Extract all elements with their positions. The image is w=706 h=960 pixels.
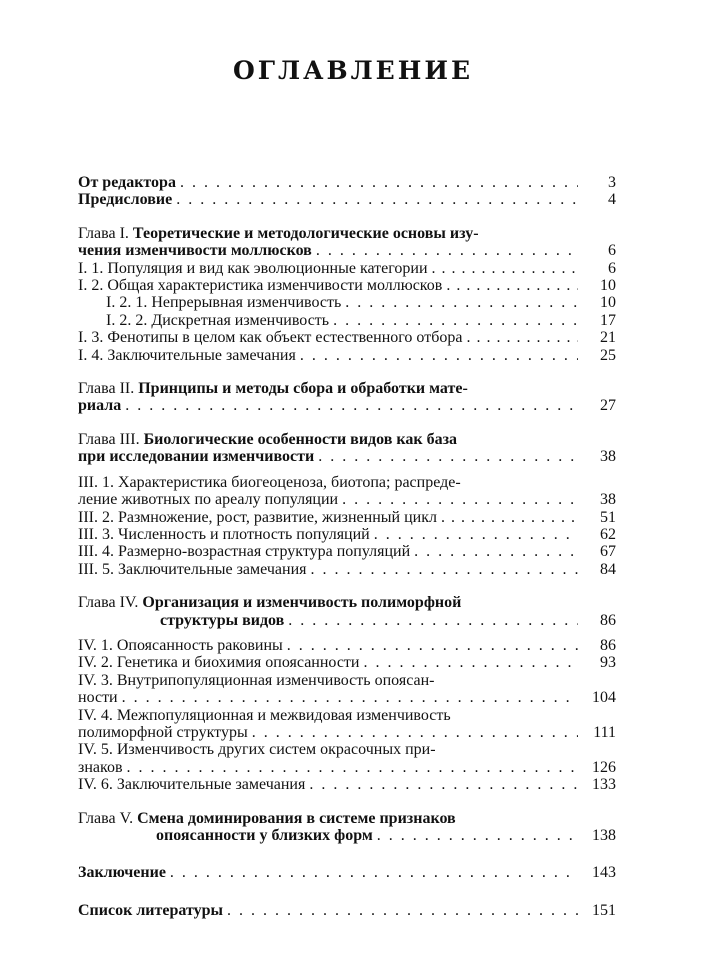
toc-page-number: 143 bbox=[592, 864, 616, 882]
chapter-title: Смена доминирования в системе признаков bbox=[137, 809, 456, 827]
toc-page-number: 133 bbox=[592, 776, 616, 794]
toc-entry-label: IV. 6. Заключительные замечания bbox=[78, 776, 306, 794]
toc-page-number: 10 bbox=[600, 277, 616, 295]
toc-entry-label: Список литературы bbox=[78, 901, 223, 919]
chapter-3-heading[interactable] bbox=[78, 431, 618, 448]
toc-entry-label: знаков bbox=[78, 758, 123, 776]
toc-entry[interactable] bbox=[78, 260, 618, 277]
toc-entry-label: III. 4. Размерно-возрастная структура популяций bbox=[78, 543, 411, 561]
toc-entry[interactable] bbox=[78, 277, 618, 294]
toc-page-number: 86 bbox=[600, 636, 616, 654]
table-of-contents bbox=[78, 174, 618, 919]
toc-page-number: 4 bbox=[608, 191, 616, 209]
leader-dots bbox=[363, 654, 578, 671]
toc-page-number: 3 bbox=[608, 174, 616, 191]
chapter-title: при исследовании изменчивости bbox=[78, 448, 315, 466]
leader-dots bbox=[414, 543, 578, 560]
toc-entry[interactable] bbox=[78, 347, 618, 364]
toc-page-number: 27 bbox=[600, 397, 616, 415]
toc-entry-label: IV. 2. Генетика и биохимия опоясанности bbox=[78, 654, 360, 672]
leader-dots bbox=[466, 329, 578, 346]
toc-page-number: 6 bbox=[608, 259, 616, 277]
leader-dots bbox=[122, 689, 578, 706]
toc-page-number: 38 bbox=[600, 448, 616, 466]
chapter-1-heading-cont[interactable] bbox=[78, 242, 618, 259]
leader-dots bbox=[446, 277, 578, 294]
leader-dots bbox=[127, 759, 579, 776]
toc-entry-label: Заключение bbox=[78, 864, 166, 882]
toc-page-number: 17 bbox=[600, 311, 616, 329]
toc-entry[interactable] bbox=[78, 561, 618, 578]
chapter-prefix: Глава III. bbox=[78, 430, 140, 448]
chapter-title: структуры видов bbox=[160, 611, 285, 629]
page-title: ОГЛАВЛЕНИЕ bbox=[232, 56, 474, 85]
toc-page-number: 126 bbox=[592, 758, 616, 776]
leader-dots bbox=[125, 397, 578, 414]
toc-entry[interactable] bbox=[78, 312, 618, 329]
leader-dots bbox=[180, 174, 578, 191]
chapter-5-heading[interactable] bbox=[78, 810, 618, 827]
toc-entry[interactable] bbox=[78, 724, 618, 741]
toc-entry-label: III. 2. Размножение, рост, развитие, жизненный цикл bbox=[78, 508, 437, 526]
toc-page-number: 10 bbox=[600, 294, 616, 312]
chapter-title: риала bbox=[78, 397, 122, 415]
chapter-prefix: Глава IV. bbox=[78, 594, 139, 612]
toc-entry-label: I. 1. Популяция и вид как эволюционные категории bbox=[78, 259, 428, 277]
toc-page-number: 151 bbox=[592, 901, 616, 919]
chapter-prefix: Глава II. bbox=[78, 380, 135, 398]
leader-dots bbox=[345, 294, 578, 311]
leader-dots bbox=[309, 776, 578, 793]
toc-entry-line1[interactable]: IV. 5. Изменчивость других систем окрасочных при- bbox=[78, 741, 436, 759]
toc-entry-label: III. 5. Заключительные замечания bbox=[78, 560, 307, 578]
toc-entry-line1[interactable]: IV. 3. Внутрипопуляционная изменчивость опоясан- bbox=[78, 671, 435, 689]
leader-dots bbox=[377, 827, 578, 844]
leader-dots bbox=[333, 312, 578, 329]
leader-dots bbox=[300, 347, 578, 364]
toc-entry[interactable] bbox=[78, 294, 618, 311]
toc-page-number: 104 bbox=[592, 689, 616, 707]
toc-entry-label: полиморфной структуры bbox=[78, 723, 248, 741]
toc-entry-label: От редактора bbox=[78, 174, 176, 191]
toc-entry-label: ление животных по ареалу популяции bbox=[78, 491, 339, 509]
toc-page-number: 111 bbox=[593, 723, 616, 741]
leader-dots bbox=[374, 526, 578, 543]
chapter-5-heading-cont[interactable] bbox=[78, 827, 618, 844]
toc-entry[interactable] bbox=[78, 526, 618, 543]
toc-entry-label: I. 2. 1. Непрерывная изменчивость bbox=[106, 294, 342, 312]
leader-dots bbox=[318, 448, 578, 465]
toc-entry-line1[interactable]: III. 1. Характеристика биогеоценоза, биотопа; распреде- bbox=[78, 473, 461, 491]
leader-dots bbox=[316, 242, 578, 259]
toc-page-number: 67 bbox=[600, 543, 616, 561]
chapter-title: опоясанности у близких форм bbox=[156, 827, 373, 844]
toc-entry-label: I. 2. 2. Дискретная изменчивость bbox=[106, 311, 330, 329]
toc-entry[interactable] bbox=[78, 509, 618, 526]
chapter-prefix: Глава V. bbox=[78, 809, 134, 827]
chapter-4-heading[interactable] bbox=[78, 594, 618, 611]
toc-entry-conclusion[interactable] bbox=[78, 864, 618, 881]
chapter-2-heading-cont[interactable] bbox=[78, 397, 618, 414]
toc-page-number: 84 bbox=[600, 560, 616, 578]
toc-entry[interactable] bbox=[78, 329, 618, 346]
leader-dots bbox=[342, 491, 578, 508]
toc-entry-label: ности bbox=[78, 689, 118, 707]
leader-dots bbox=[310, 561, 578, 578]
toc-page-number: 86 bbox=[600, 611, 616, 629]
toc-entry-editor[interactable] bbox=[78, 174, 618, 191]
toc-entry-label: I. 2. Общая характеристика изменчивости моллюсков bbox=[78, 277, 443, 295]
chapter-3-heading-cont[interactable] bbox=[78, 448, 618, 465]
toc-page-number: 62 bbox=[600, 525, 616, 543]
toc-page-number: 21 bbox=[600, 329, 616, 347]
leader-dots bbox=[227, 902, 578, 919]
leader-dots bbox=[288, 612, 578, 629]
toc-entry[interactable] bbox=[78, 776, 618, 793]
toc-entry-label: Предисловие bbox=[78, 191, 173, 209]
chapter-title: Биологические особенности видов как база bbox=[143, 430, 457, 448]
toc-page-number: 93 bbox=[600, 654, 616, 672]
toc-entry[interactable] bbox=[78, 543, 618, 560]
toc-entry-preface[interactable] bbox=[78, 191, 618, 208]
toc-entry[interactable] bbox=[78, 637, 618, 654]
toc-entry[interactable] bbox=[78, 759, 618, 776]
leader-dots bbox=[176, 191, 578, 208]
chapter-2-heading[interactable] bbox=[78, 380, 618, 397]
chapter-1-heading[interactable] bbox=[78, 225, 618, 242]
toc-page-number: 38 bbox=[600, 491, 616, 509]
chapter-4-heading-cont[interactable] bbox=[78, 612, 618, 629]
chapter-prefix: Глава I. bbox=[78, 224, 129, 242]
chapter-title: Принципы и методы сбора и обработки мате- bbox=[138, 380, 468, 398]
toc-entry-line1[interactable]: IV. 4. Межпопуляционная и межвидовая изменчивость bbox=[78, 706, 451, 724]
toc-entry-references[interactable] bbox=[78, 902, 618, 919]
toc-entry-label: I. 3. Фенотипы в целом как объект естественного отбора bbox=[78, 329, 463, 347]
toc-entry-label: III. 3. Численность и плотность популяций bbox=[78, 525, 370, 543]
toc-entry[interactable] bbox=[78, 491, 618, 508]
toc-entry[interactable] bbox=[78, 689, 618, 706]
toc-page-number: 51 bbox=[600, 508, 616, 526]
leader-dots bbox=[441, 509, 578, 526]
chapter-title: чения изменчивости моллюсков bbox=[78, 242, 312, 260]
toc-entry-label: I. 4. Заключительные замечания bbox=[78, 346, 296, 364]
leader-dots bbox=[287, 637, 578, 654]
toc-page-number: 25 bbox=[600, 346, 616, 364]
leader-dots bbox=[170, 864, 578, 881]
toc-page-number: 138 bbox=[592, 827, 616, 844]
chapter-title: Организация и изменчивость полиморфной bbox=[142, 594, 462, 612]
chapter-title: Теоретические и методологические основы изу- bbox=[132, 224, 479, 242]
leader-dots bbox=[252, 724, 578, 741]
toc-page-number: 6 bbox=[608, 242, 616, 260]
toc-entry-label: IV. 1. Опоясанность раковины bbox=[78, 636, 283, 654]
leader-dots bbox=[432, 260, 578, 277]
toc-entry[interactable] bbox=[78, 654, 618, 671]
